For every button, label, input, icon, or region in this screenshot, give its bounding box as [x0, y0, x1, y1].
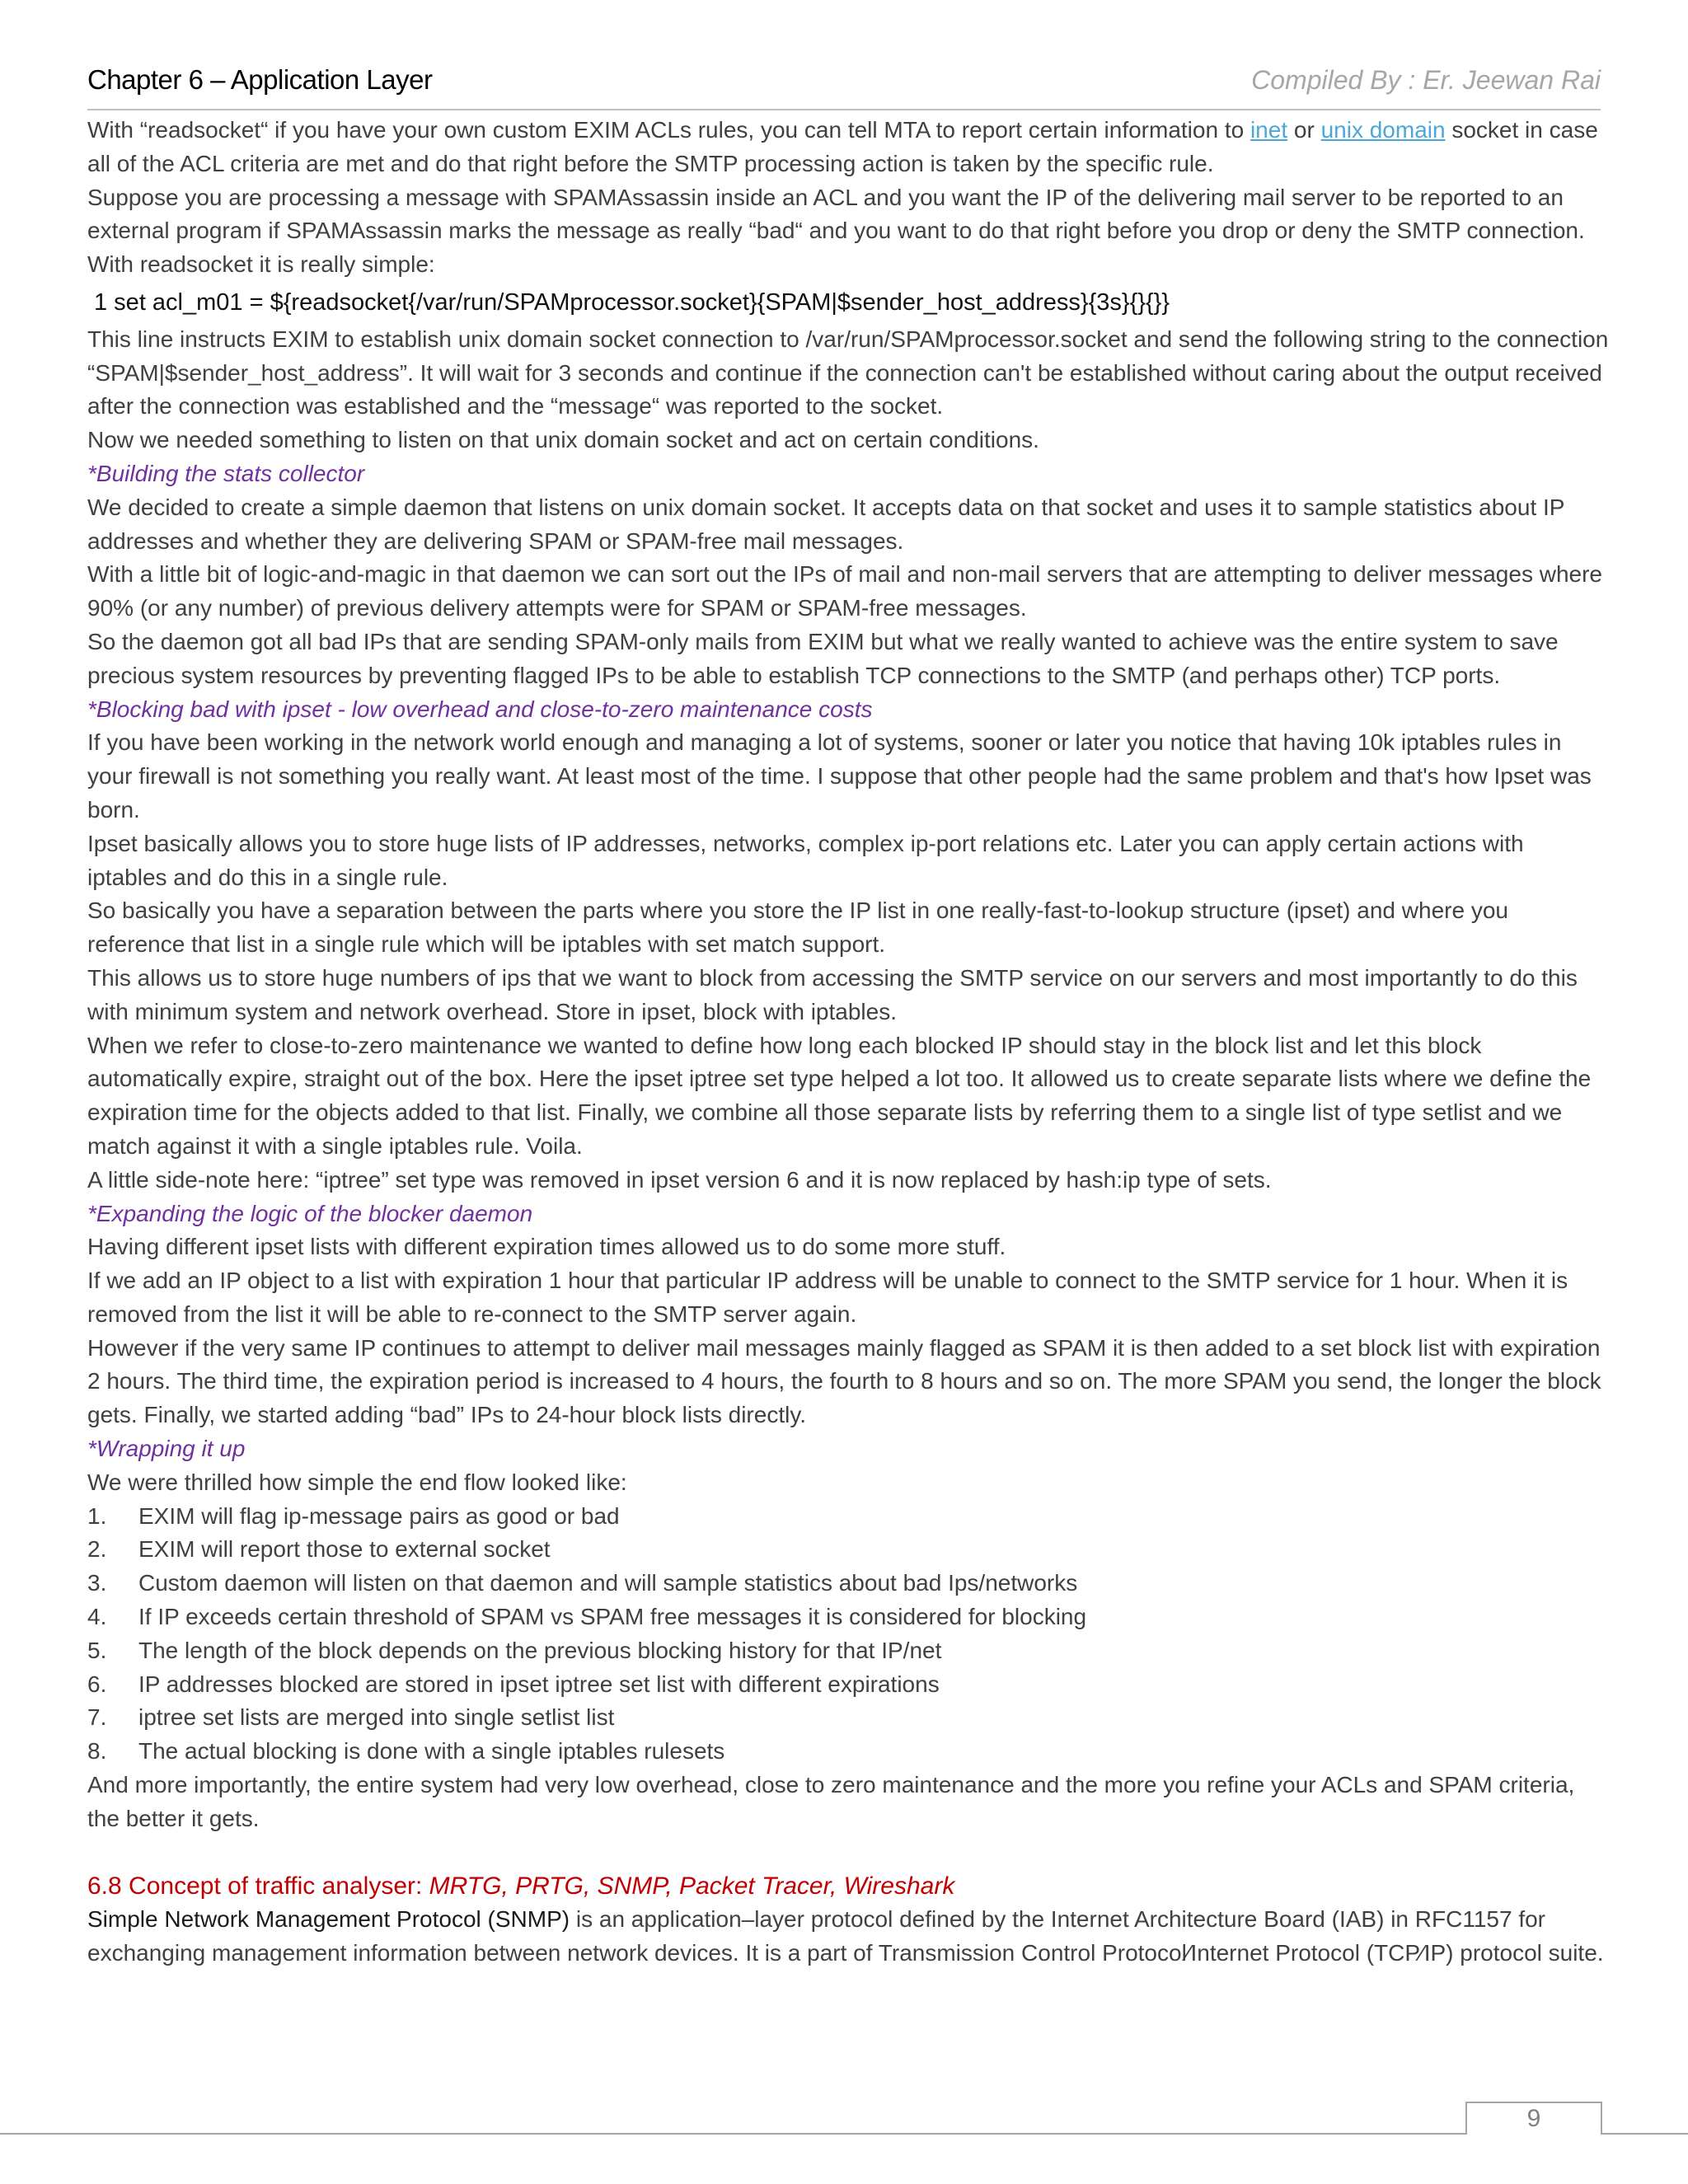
paragraph-spamassassin: Suppose you are processing a message with SPAMAssassin inside an ACL and you want the IP of the delivering mail server to be reported to an external program if SPAMAssassin marks the message as really “bad“ and you want to do that right before you drop or deny the SMTP connection. With readsocket it is really simple:	[87, 184, 1585, 278]
paragraph-instructs: This line instructs EXIM to establish unix domain socket connection to /var/run/SPAMprocessor.socket and send the following string to the connection “SPAM|$sender_host_address”. It will wait for 3 seconds and continue if the connection can't be established without caring about the output received after the connection was established and the “message“ was reported to the socket.	[87, 326, 1609, 419]
section-heading	[87, 1870, 1609, 1904]
list-text: If IP exceeds certain threshold of SPAM vs SPAM free messages it is considered for blocking	[138, 1604, 1087, 1630]
flow-list	[87, 1500, 1609, 1769]
section-heading-tools: MRTG, PRTG, SNMP, Packet Tracer, Wireshark	[429, 1872, 955, 1900]
paragraph-flow-intro: We were thrilled how simple the end flow looked like:	[87, 1469, 627, 1495]
paragraph-text: socket in case all of the ACL criteria are met and do that right before the SMTP processing action is taken by the specific rule.	[87, 117, 1598, 176]
list-text: Custom daemon will listen on that daemon and will sample statistics about bad Ips/networks	[138, 1570, 1078, 1596]
list-number: 8.	[87, 1738, 107, 1765]
paragraph-escalation: However if the very same IP continues to attempt to deliver mail messages mainly flagged as SPAM it is then added to a set block list with expiration 2 hours. The third time, the expiration period is increased to 4 hours, the fourth to 8 hours and so on. The more SPAM you send, the longer the block gets. Finally, we started adding “bad” IPs to 24-hour block lists directly.	[87, 1334, 1601, 1428]
unix-domain-link[interactable]: unix domain	[1320, 117, 1446, 143]
page-footer	[0, 2102, 1688, 2135]
footer-rule	[0, 2133, 1688, 2135]
list-item	[87, 1500, 1609, 1534]
page-number: 9	[1465, 2102, 1602, 2135]
paragraph-side-note: A little side-note here: “iptree” set type was removed in ipset version 6 and it is now replaced by hash:ip type of sets.	[87, 1166, 1272, 1193]
list-number: 2.	[87, 1536, 107, 1563]
paragraph-store: This allows us to store huge numbers of ips that we want to block from accessing the SMTP service on our servers and most importantly to do this with minimum system and network overhead. Store in ipset, block with iptables.	[87, 964, 1578, 1024]
list-item	[87, 1701, 1609, 1735]
list-item	[87, 1634, 1609, 1668]
list-text: EXIM will flag ip-message pairs as good or bad	[138, 1502, 620, 1529]
list-number: 7.	[87, 1704, 107, 1731]
list-item	[87, 1735, 1609, 1769]
paragraph-one-hour: If we add an IP object to a list with expiration 1 hour that particular IP address will be unable to connect to the SMTP service for 1 hour. When it is removed from the list it will be able to re-connect to the SMTP server again.	[87, 1268, 1568, 1327]
list-number: 6.	[87, 1671, 107, 1697]
spacer	[87, 1836, 1609, 1870]
subheading-stats-collector: *Building the stats collector	[87, 460, 365, 486]
list-number: 4.	[87, 1604, 107, 1630]
code-line: 1 set acl_m01 = ${readsocket{/var/run/SPAMprocessor.socket}{SPAM|$sender_host_address}{3s}{}{}}	[94, 288, 1170, 316]
list-item	[87, 1668, 1609, 1702]
paragraph-separation: So basically you have a separation between the parts where you store the IP list in one really-fast-to-lookup structure (ipset) and where you reference that list in a single rule which will be iptables with set match support.	[87, 898, 1508, 958]
list-number: 5.	[87, 1637, 107, 1663]
paragraph-text: or	[1287, 117, 1321, 143]
paragraph-iptables-rules: If you have been working in the network world enough and managing a lot of systems, sooner or later you notice that having 10k iptables rules in your firewall is not something you really want. At least most of the time. I suppose that other people had the same problem and that's how Ipset was born.	[87, 729, 1592, 823]
document-body	[87, 114, 1609, 1971]
list-text: iptree set lists are merged into single setlist list	[138, 1704, 615, 1731]
compiled-by: Compiled By : Er. Jeewan Rai	[1251, 65, 1601, 95]
subheading-blocking: *Blocking bad with ipset - low overhead and close-to-zero maintenance costs	[87, 696, 873, 722]
subheading-wrapping-up: *Wrapping it up	[87, 1436, 246, 1462]
section-heading-text: 6.8 Concept of traffic analyser:	[87, 1872, 429, 1900]
snmp-definition: is an application–layer protocol defined by the Internet Architecture Board (IAB) in RFC1157 for exchanging management information between network devices. It is a part of Transmission Control Protocol⁄Internet Protocol (TCP⁄IP) protocol suite.	[87, 1906, 1604, 1966]
paragraph-readsocket	[87, 114, 1609, 181]
list-text: IP addresses blocked are stored in ipset iptree set list with different expirations	[138, 1671, 940, 1697]
paragraph-logic: With a little bit of logic-and-magic in that daemon we can sort out the IPs of mail and non-mail servers that are attempting to deliver messages where 90% (or any number) of previous delivery attempts were for SPAM or SPAM-free messages.	[87, 561, 1602, 621]
list-item	[87, 1533, 1609, 1567]
inet-link[interactable]: inet	[1250, 117, 1288, 143]
list-number: 1.	[87, 1502, 107, 1529]
list-text: The actual blocking is done with a single iptables rulesets	[138, 1738, 725, 1765]
paragraph-different-lists: Having different ipset lists with different expiration times allowed us to do some more stuff.	[87, 1234, 1006, 1260]
paragraph-bad-ips: So the daemon got all bad IPs that are sending SPAM-only mails from EXIM but what we really wanted to achieve was the entire system to save precious system resources by preventing flagged IPs to be able to establish TCP connections to the SMTP (and perhaps other) TCP ports.	[87, 628, 1559, 688]
list-text: EXIM will report those to external socket	[138, 1536, 551, 1563]
page-header	[87, 58, 1601, 110]
list-item	[87, 1601, 1609, 1634]
paragraph-conclusion: And more importantly, the entire system had very low overhead, close to zero maintenance and the more you refine your ACLs and SPAM criteria, the better it gets.	[87, 1772, 1575, 1831]
chapter-title: Chapter 6 – Application Layer	[87, 64, 433, 95]
snmp-term: Simple Network Management Protocol (SNMP)	[87, 1906, 570, 1933]
paragraph-snmp	[87, 1903, 1609, 1971]
paragraph-ipset: Ipset basically allows you to store huge lists of IP addresses, networks, complex ip-port relations etc. Later you can apply certain actions with iptables and do this in a single rule.	[87, 830, 1524, 890]
list-item	[87, 1567, 1609, 1601]
list-number: 3.	[87, 1570, 107, 1596]
paragraph-maintenance: When we refer to close-to-zero maintenance we wanted to define how long each blocked IP should stay in the block list and let this block automatically expire, straight out of the box. Here the ipset iptree set type helped a lot too. It allowed us to create separate lists where we define the expiration time for the objects added to that list. Finally, we combine all those separate lists by referring them to a single list of type setlist and we match against it with a single iptables rule. Voila.	[87, 1032, 1592, 1159]
paragraph-listen: Now we needed something to listen on that unix domain socket and act on certain conditions.	[87, 427, 1039, 453]
paragraph-daemon: We decided to create a simple daemon that listens on unix domain socket. It accepts data on that socket and uses it to sample statistics about IP addresses and whether they are delivering SPAM or SPAM-free mail messages.	[87, 494, 1564, 554]
paragraph-text: With “readsocket“ if you have your own custom EXIM ACLs rules, you can tell MTA to report certain information to	[87, 117, 1250, 143]
list-text: The length of the block depends on the previous blocking history for that IP/net	[138, 1637, 942, 1663]
subheading-expanding: *Expanding the logic of the blocker daemon	[87, 1200, 533, 1226]
